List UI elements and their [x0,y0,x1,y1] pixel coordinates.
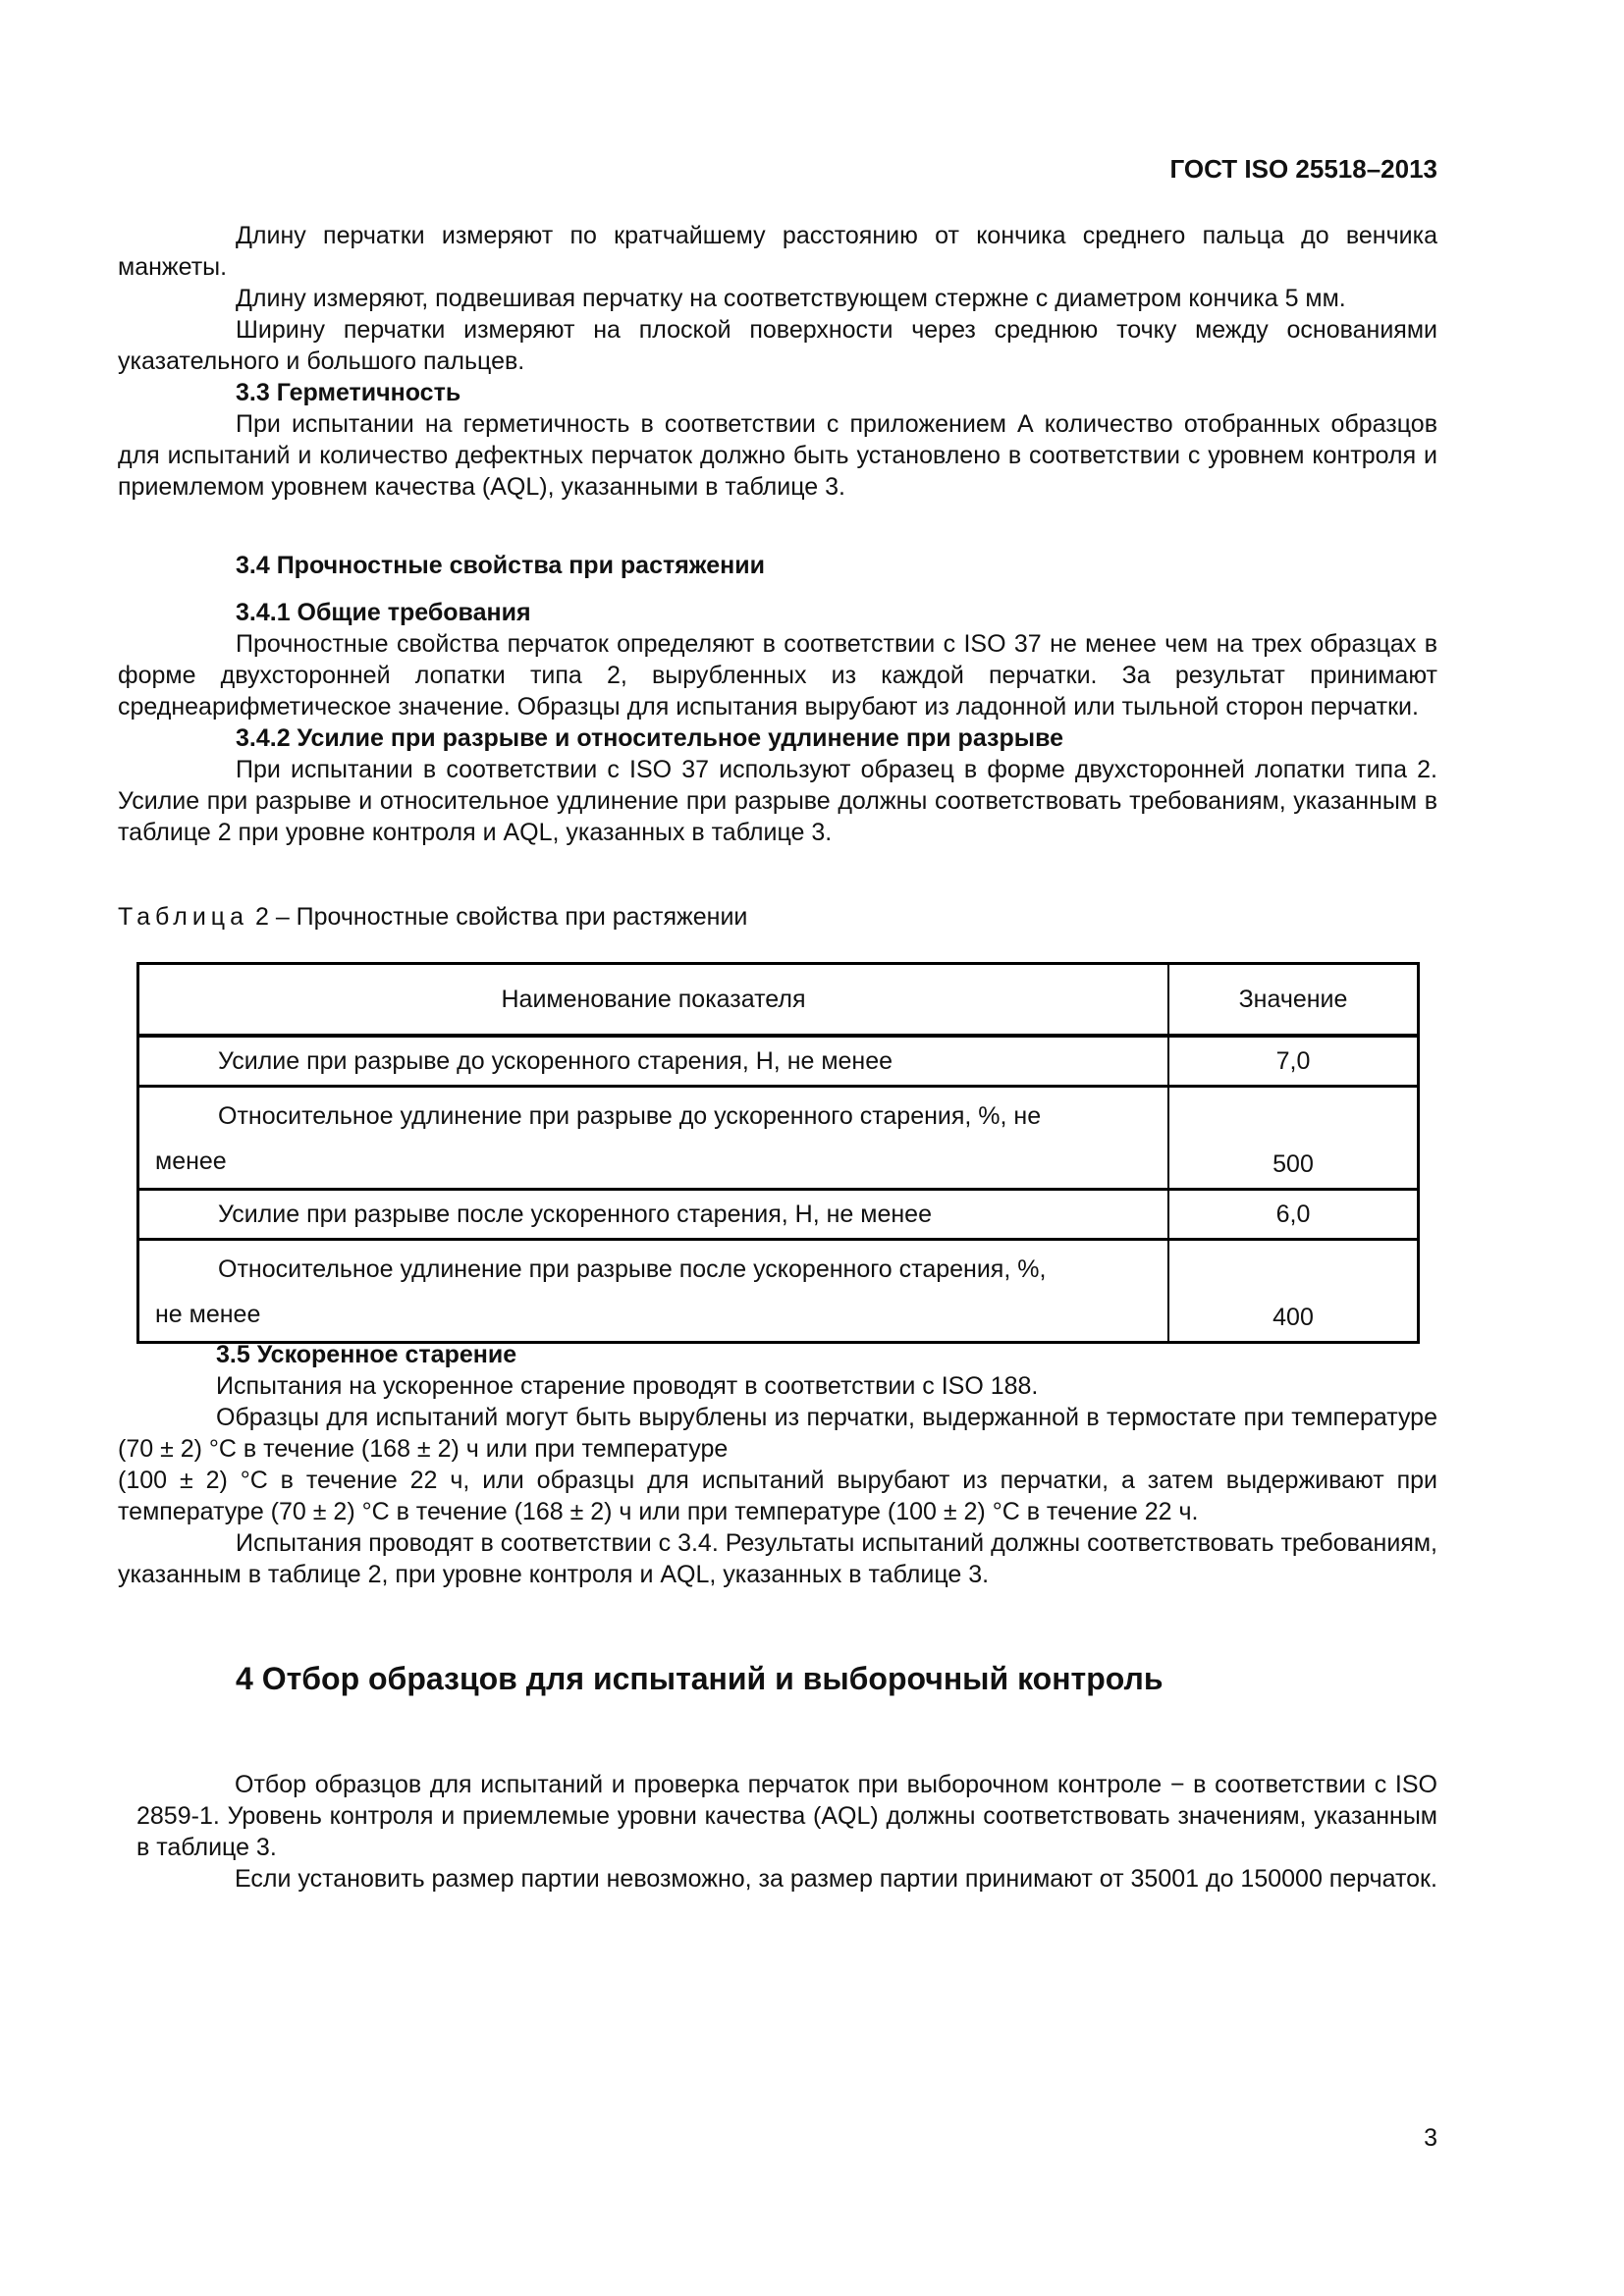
paragraph: (100 ± 2) °С в течение 22 ч, или образцы для испытаний вырубают из перчатки, а затем выдерживают при температуре (70 ± 2) °С в течение (168 ± 2) ч или при температуре (100 ± 2) °С в течение 22 ч. [118,1467,1437,1525]
section-3-5-text [118,1339,1437,1590]
table-caption-text: 2 – Прочностные свойства при растяжении [254,903,748,931]
paragraph: Прочностные свойства перчаток определяют в соответствии с ISO 37 не менее чем на трех образцах в форме двухсторонней лопатки типа 2, вырубленных из каждой перчатки. За результат принимают среднеарифметическое значение. Образцы для испытания вырубают из ладонной или тыльной сторон перчатки. [118,630,1437,721]
paragraph: При испытании в соответствии с ISO 37 используют образец в форме двухсторонней лопатки типа 2. Усилие при разрыве и относительное удлинение при разрыве должны соответствовать требованиям, указанным в таблице 2 при уровне контроля и AQL, указанных в таблице 3. [118,756,1437,846]
section-3-2-text [118,220,1437,503]
heading-3-4: 3.4 Прочностные свойства при растяжении [236,552,765,579]
table-caption [118,901,747,933]
paragraph: При испытании на герметичность в соответствии с приложением А количество отобранных образцов для испытаний и количество дефектных перчаток должно быть установлено в соответствии с уровнем контроля и приемлемом уровнем качества (AQL), указанными в таблице 3. [118,410,1437,501]
row-label-cont: не менее [155,1301,261,1328]
row-label: Относительное удлинение при разрыве после ускоренного старения, %, [218,1255,1047,1283]
paragraph: Ширину перчатки измеряют на плоской поверхности через среднюю точку между основаниями указательного и большого пальцев. [118,316,1437,375]
heading-3-5: 3.5 Ускоренное старение [216,1341,517,1368]
section-4-text [136,1769,1437,1895]
table-row [138,1036,1419,1087]
table-row [138,1190,1419,1240]
paragraph: Испытания на ускоренное старение проводят в соответствии с ISO 188. [216,1372,1039,1400]
table-header-row [138,964,1419,1037]
page-number: 3 [1424,2124,1437,2152]
paragraph: Длину измеряют, подвешивая перчатку на соответствующем стержне с диаметром кончика 5 мм. [236,285,1346,312]
row-value: 400 [1168,1240,1419,1343]
paragraph: Отбор образцов для испытаний и проверка перчаток при выборочном контроле − в соответствии с ISO 2859-1. Уровень контроля и приемлемые уровни качества (AQL) должны соответствовать значениям, указанным в таблице 3. [136,1771,1437,1861]
row-value: 6,0 [1168,1190,1419,1240]
heading-3-4-1: 3.4.1 Общие требования [236,599,531,626]
tensile-properties-table [136,962,1420,1344]
table-row [138,1087,1419,1190]
heading-3-4-2: 3.4.2 Усилие при разрыве и относительное удлинение при разрыве [236,724,1064,752]
row-label: Усилие при разрыве до ускоренного старения, Н, не менее [218,1047,893,1075]
row-label: Относительное удлинение при разрыве до ускоренного старения, %, не [218,1102,1042,1130]
row-value: 7,0 [1168,1036,1419,1087]
document-code: ГОСТ ISO 25518–2013 [1169,154,1437,184]
heading-section-4: 4 Отбор образцов для испытаний и выборочный контроль [236,1661,1164,1696]
paragraph: Испытания проводят в соответствии с 3.4. Результаты испытаний должны соответствовать требованиям, указанным в таблице 2, при уровне контроля и AQL, указанных в таблице 3. [118,1529,1437,1588]
section-3-4-text [118,550,1437,848]
row-value: 500 [1168,1087,1419,1190]
table-caption-label: Таблица [118,903,249,931]
heading-3-3: 3.3 Герметичность [236,379,461,406]
paragraph: Длину перчатки измеряют по кратчайшему расстоянию от кончика среднего пальца до венчика манжеты. [118,222,1437,281]
column-header-name: Наименование показателя [138,964,1169,1037]
paragraph: Образцы для испытаний могут быть вырублены из перчатки, выдержанной в термостате при температуре (70 ± 2) °С в течение (168 ± 2) ч или при температуре [118,1404,1437,1463]
column-header-value: Значение [1168,964,1419,1037]
row-label: Усилие при разрыве после ускоренного старения, Н, не менее [218,1201,932,1228]
row-label-cont: менее [155,1148,227,1175]
table-row [138,1240,1419,1343]
paragraph: Если установить размер партии невозможно, за размер партии принимают от 35001 до 150000 перчаток. [235,1865,1437,1893]
